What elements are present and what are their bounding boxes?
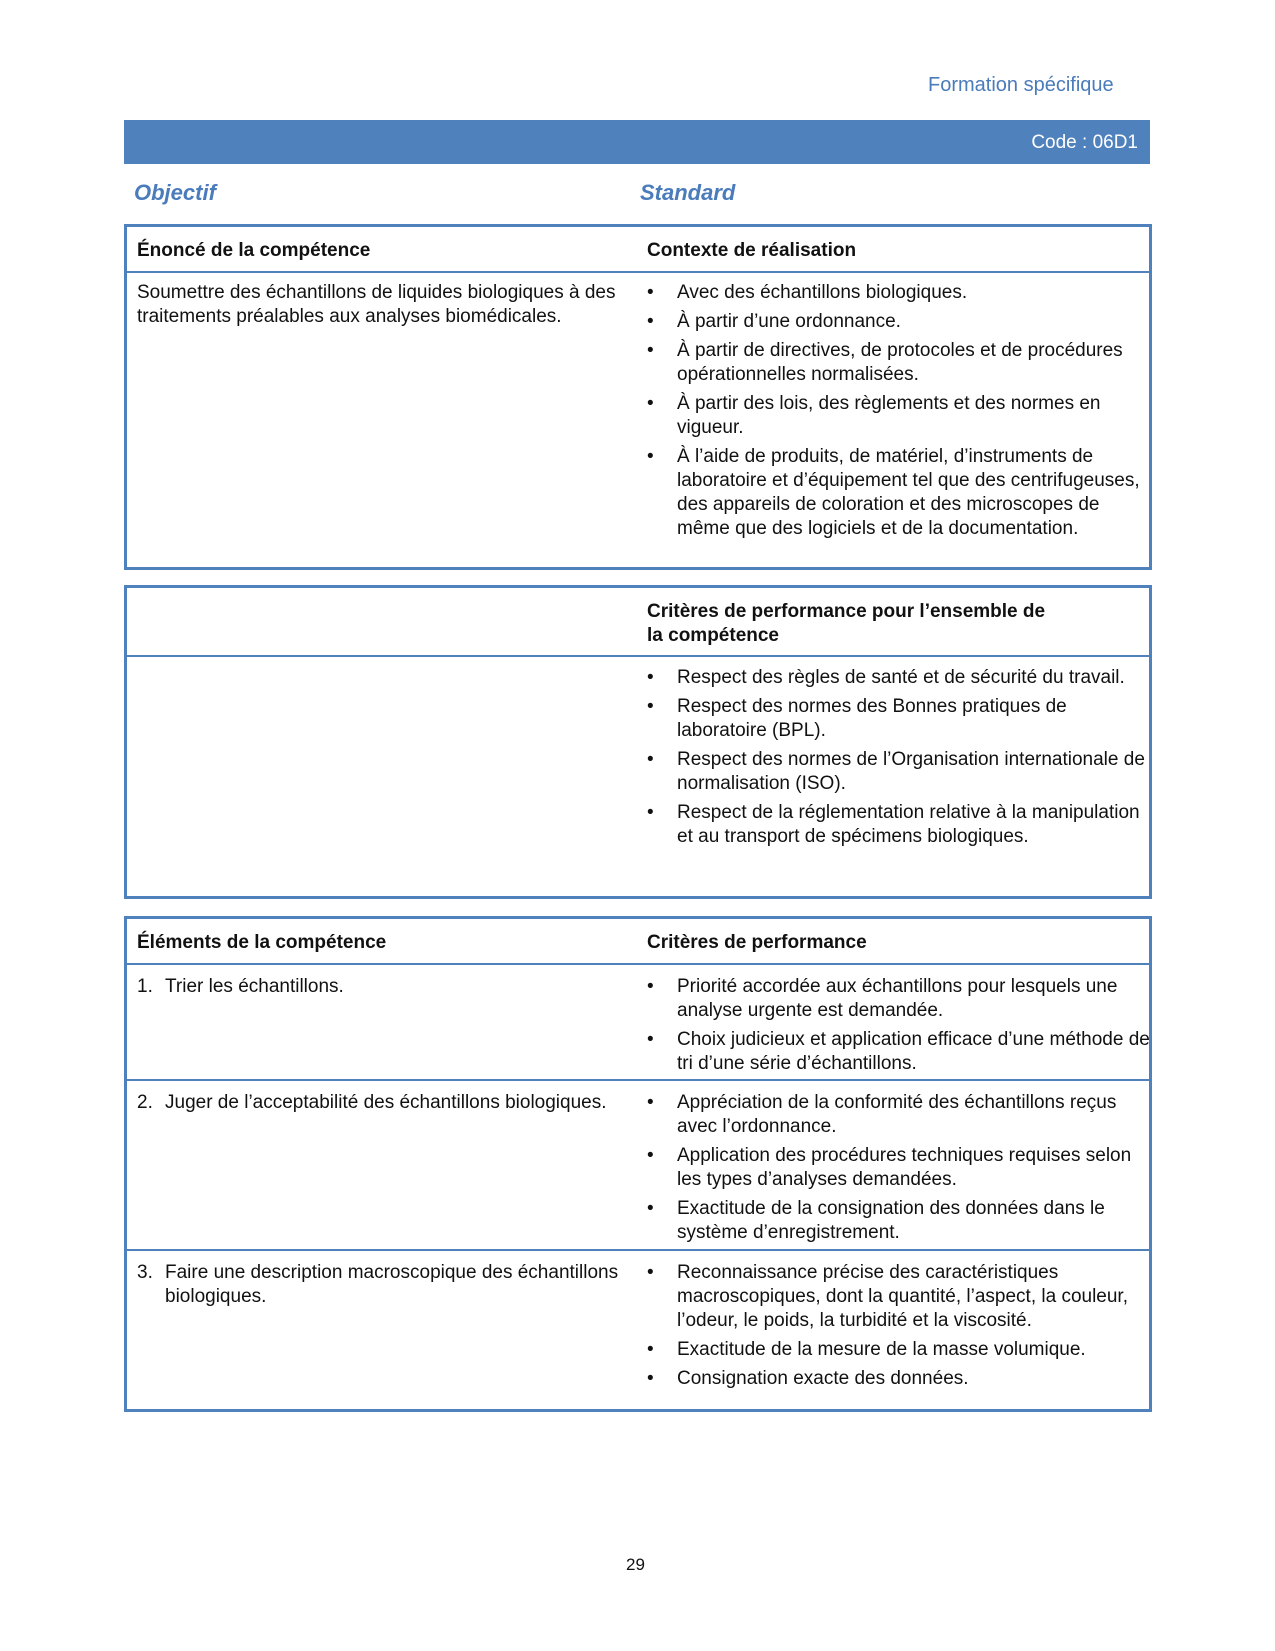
elements-header: Éléments de la compétence: [137, 932, 387, 953]
element-criteria-item: • Application des procédures techniques requises selon les types d’analyses demandées.: [647, 1144, 1157, 1192]
element-criteria-list: [647, 975, 1157, 1081]
contexte-item: • À partir des lois, des règlements et des normes en vigueur.: [647, 392, 1157, 440]
criteria-item: • Respect des normes de l’Organisation internationale de normalisation (ISO).: [647, 748, 1157, 796]
contexte-item: • À partir d’une ordonnance.: [647, 310, 1157, 334]
element-row: [127, 1079, 1149, 1249]
competence-table: [124, 224, 1152, 570]
element-item: [137, 1091, 625, 1115]
element-item: [137, 1261, 625, 1309]
enonce-header: Énoncé de la compétence: [137, 240, 371, 261]
page-number: 29: [626, 1555, 645, 1574]
criteria-table-header: [127, 588, 1149, 657]
elements-table: [124, 916, 1152, 1412]
criteria-item: • Respect des règles de santé et de sécurité du travail.: [647, 666, 1157, 690]
competence-table-header: [127, 227, 1149, 273]
element-criteria-item: • Appréciation de la conformité des échantillons reçus avec l’ordonnance.: [647, 1091, 1157, 1139]
performance-header: Critères de performance: [647, 932, 867, 953]
criteria-list: [647, 666, 1157, 854]
element-criteria-item: • Exactitude de la mesure de la masse volumique.: [647, 1338, 1157, 1362]
elements-table-header: [127, 919, 1149, 965]
contexte-item: • À partir de directives, de protocoles et de procédures opérationnelles normalisées.: [647, 339, 1157, 387]
element-row: [127, 965, 1149, 1079]
criteria-ensemble-header: Critères de performance pour l’ensemble de la compétence: [647, 601, 1046, 646]
element-number: 1.: [137, 976, 153, 997]
contexte-item: • À l’aide de produits, de matériel, d’instruments de laboratoire et d’équipement tel que des centrifugeuses, des appareils de coloration et des microscopes de même que des logiciels et de la documentation.: [647, 445, 1157, 541]
element-criteria-item: • Reconnaissance précise des caractéristiques macroscopiques, dont la quantité, l’aspect, la couleur, l’odeur, le poids, la turbidité et la viscosité.: [647, 1261, 1157, 1333]
element-criteria-list: [647, 1091, 1157, 1250]
criteria-table: [124, 585, 1152, 899]
element-criteria-item: • Consignation exacte des données.: [647, 1367, 1157, 1391]
element-number: 2.: [137, 1092, 153, 1113]
element-number: 3.: [137, 1262, 153, 1283]
section-objectif: Objectif: [134, 180, 216, 205]
element-text: Juger de l’acceptabilité des échantillons biologiques.: [165, 1092, 607, 1113]
element-text: Faire une description macroscopique des échantillons biologiques.: [165, 1262, 619, 1307]
code-label: Code : 06D1: [1031, 132, 1138, 153]
code-bar: [124, 120, 1150, 164]
criteria-item: • Respect de la réglementation relative à la manipulation et au transport de spécimens biologiques.: [647, 801, 1157, 849]
competence-statement: Soumettre des échantillons de liquides biologiques à des traitements préalables aux analyses biomédicales.: [137, 282, 616, 327]
element-criteria-item: • Priorité accordée aux échantillons pour lesquels une analyse urgente est demandée.: [647, 975, 1157, 1023]
criteria-item: • Respect des normes des Bonnes pratiques de laboratoire (BPL).: [647, 695, 1157, 743]
element-criteria-item: • Choix judicieux et application efficace d’une méthode de tri d’une série d’échantillons.: [647, 1028, 1157, 1076]
element-item: [137, 975, 625, 999]
page-header-formation: Formation spécifique: [928, 74, 1114, 96]
contexte-list: [647, 281, 1157, 546]
element-text: Trier les échantillons.: [165, 976, 344, 997]
section-standard: Standard: [640, 180, 736, 205]
contexte-header: Contexte de réalisation: [647, 240, 857, 261]
element-row: [127, 1249, 1149, 1411]
element-criteria-item: • Exactitude de la consignation des données dans le système d’enregistrement.: [647, 1197, 1157, 1245]
element-criteria-list: [647, 1261, 1157, 1396]
contexte-item: • Avec des échantillons biologiques.: [647, 281, 1157, 305]
